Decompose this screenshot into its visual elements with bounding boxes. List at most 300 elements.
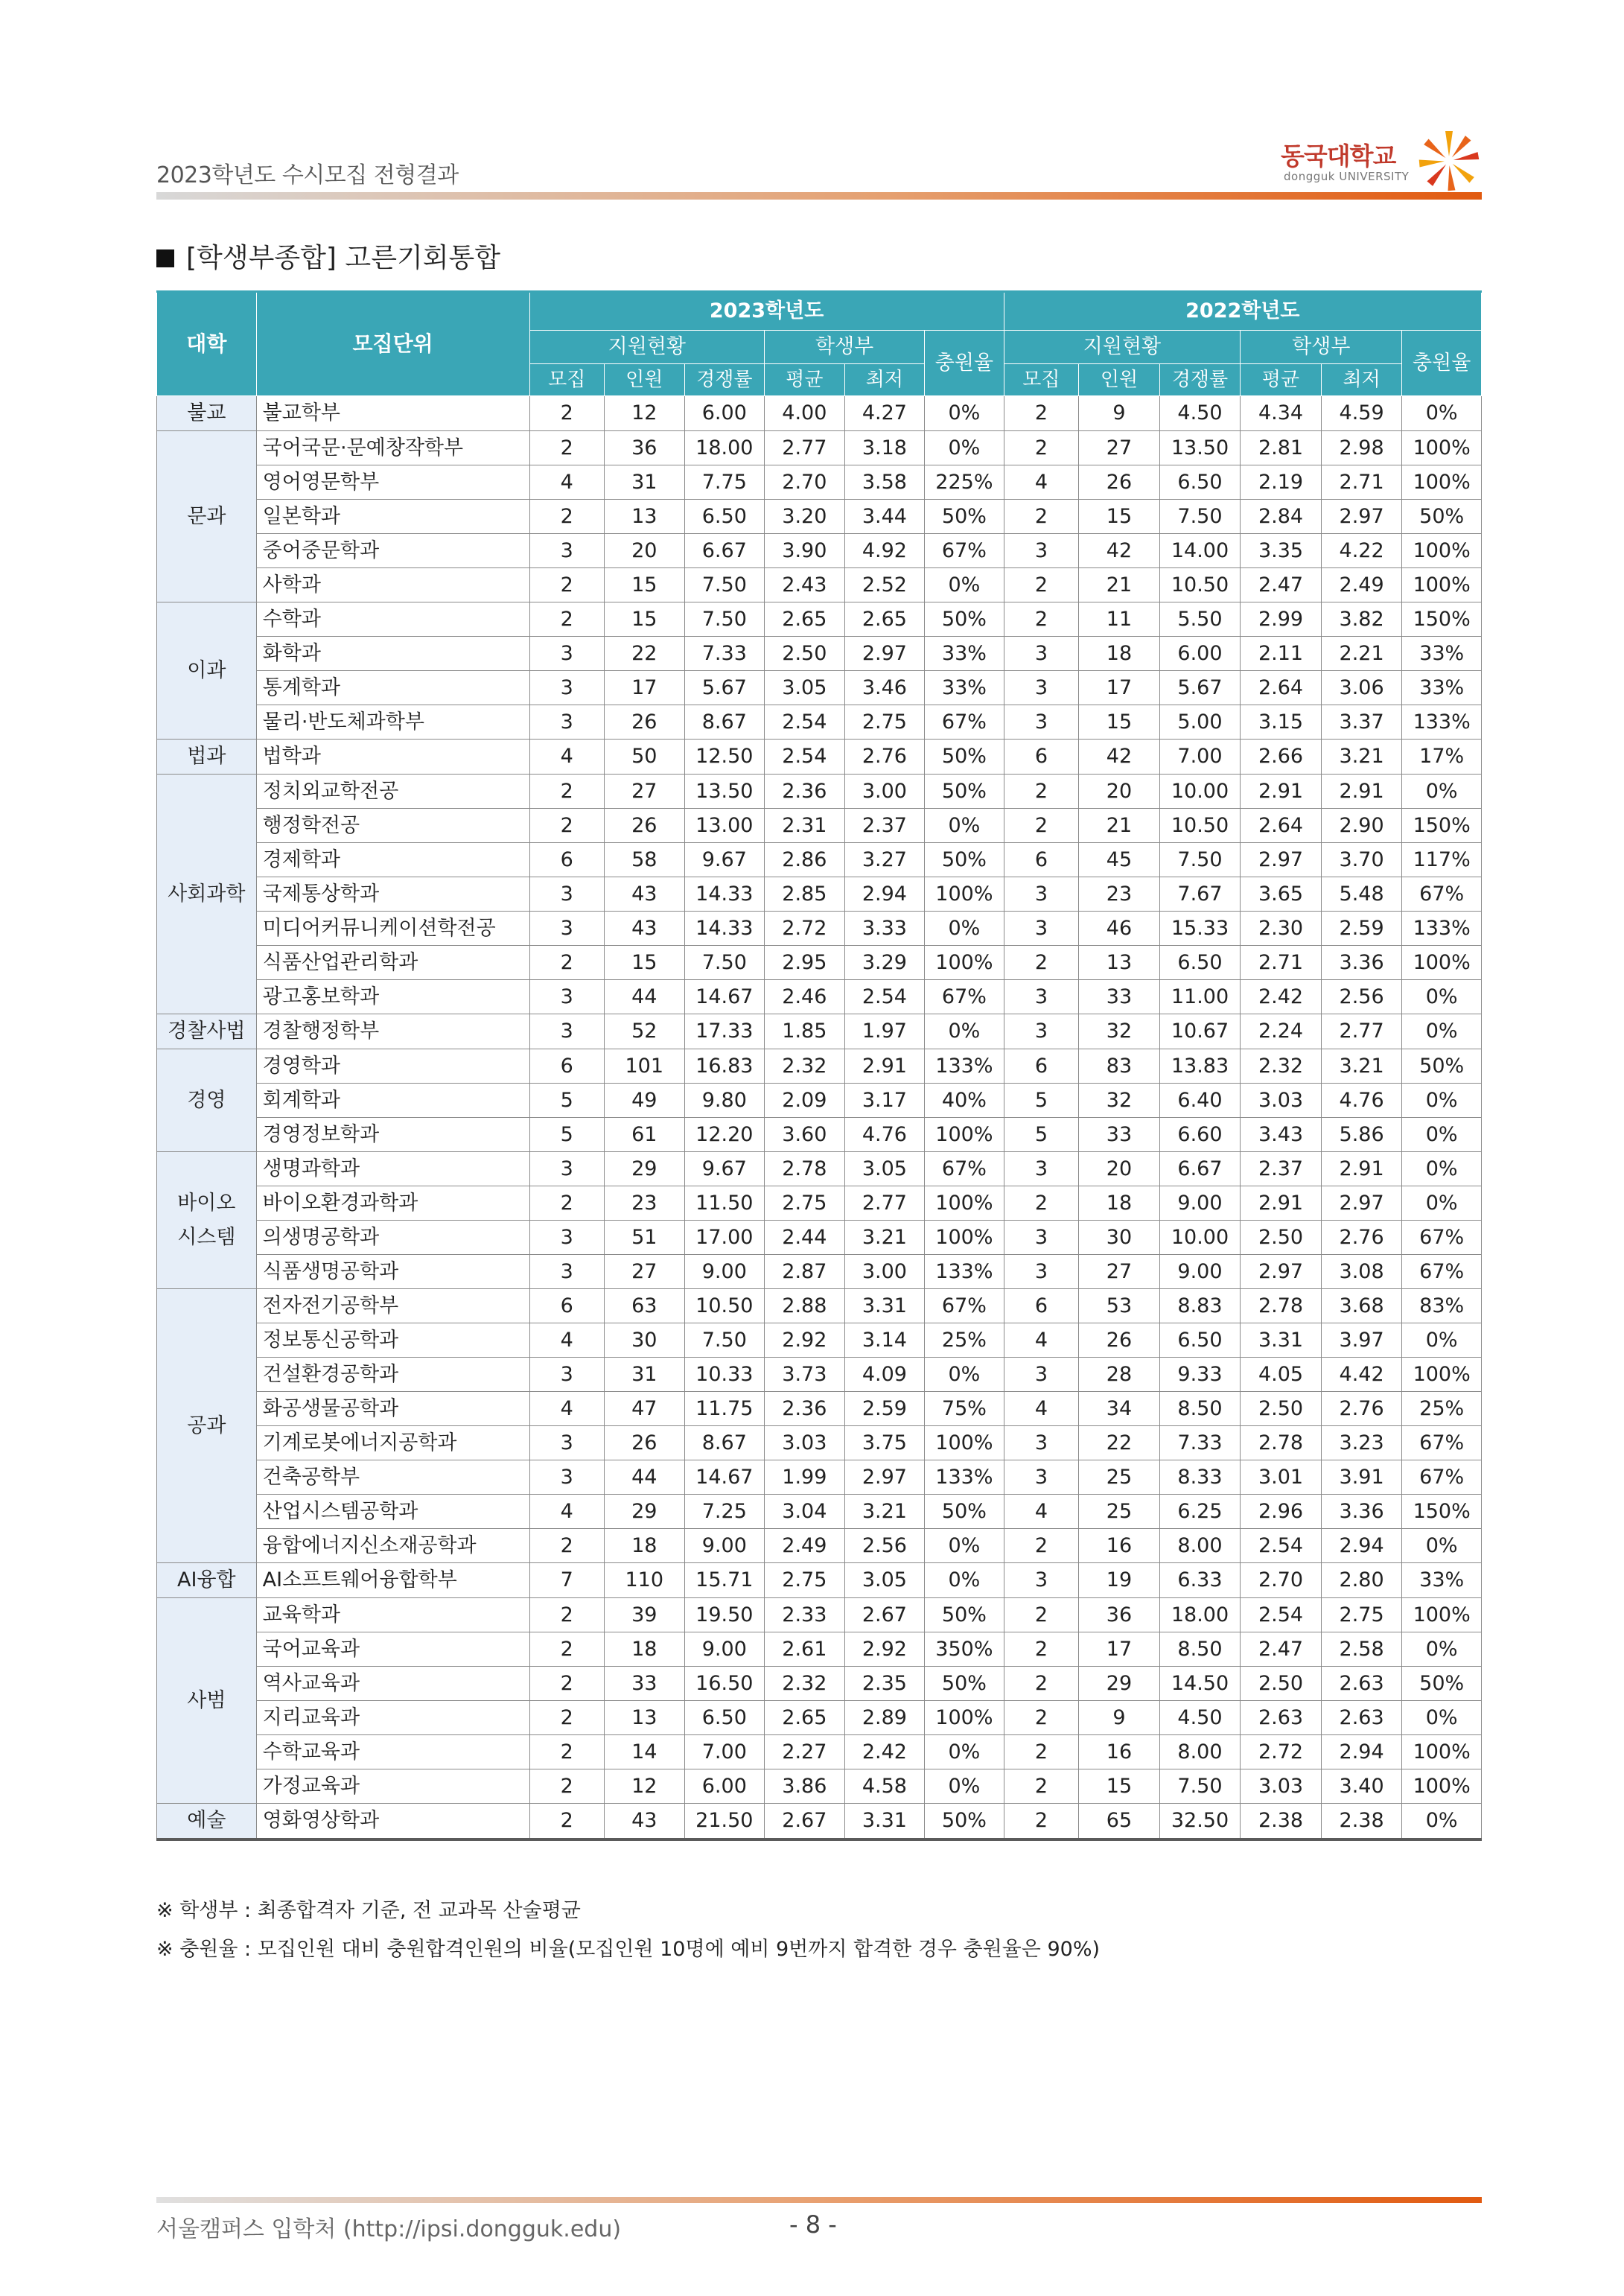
lowest-2022-cell: 3.06 [1321,671,1402,705]
average-2022-cell: 3.01 [1241,1460,1322,1495]
college-cell [157,602,257,740]
fill-rate-2022-cell: 50% [1402,500,1482,534]
table-row [157,500,1482,534]
recruit-2022-cell: 2 [1004,1598,1079,1632]
competition-2022-cell: 9.33 [1159,1358,1241,1392]
lowest-2023-cell: 2.42 [844,1735,925,1769]
competition-2023-cell: 5.67 [684,671,765,705]
applicants-2023-cell: 33 [605,1667,685,1701]
header-unit: 모집단위 [256,292,529,396]
recruit-2022-cell: 6 [1004,1289,1079,1323]
applicants-2023-cell: 18 [605,1632,685,1667]
competition-2023-cell: 21.50 [684,1804,765,1840]
competition-2023-cell: 12.50 [684,740,765,775]
table-row [157,1769,1482,1804]
average-2023-cell: 3.90 [765,534,845,568]
competition-2022-cell: 6.40 [1159,1084,1241,1118]
lowest-2023-cell: 2.54 [844,980,925,1014]
fill-rate-2023-cell: 33% [925,671,1004,705]
lowest-2023-cell: 2.89 [844,1701,925,1735]
fill-rate-2022-cell: 17% [1402,740,1482,775]
competition-2023-cell: 8.67 [684,1426,765,1460]
competition-2022-cell: 6.60 [1159,1118,1241,1152]
lowest-2023-cell: 3.33 [844,912,925,946]
college-name-line: 경찰사법 [168,1020,246,1043]
fill-rate-2023-cell: 100% [925,877,1004,912]
average-2022-cell: 2.63 [1241,1701,1322,1735]
fill-rate-2022-cell: 0% [1402,396,1482,431]
fill-rate-2022-cell: 100% [1402,946,1482,980]
applicants-2023-cell: 27 [605,775,685,809]
lowest-2023-cell: 3.29 [844,946,925,980]
recruit-2023-cell: 4 [529,1392,605,1426]
fill-rate-2023-cell: 225% [925,465,1004,500]
college-cell [157,775,257,1014]
unit-name-cell: 사학과 [256,568,529,602]
lowest-2022-cell: 2.91 [1321,775,1402,809]
fill-rate-2023-cell: 0% [925,1529,1004,1563]
table-row [157,809,1482,843]
applicants-2022-cell: 32 [1079,1014,1160,1049]
recruit-2022-cell: 3 [1004,1358,1079,1392]
applicants-2022-cell: 16 [1079,1529,1160,1563]
table-row [157,1426,1482,1460]
recruit-2023-cell: 4 [529,740,605,775]
competition-2023-cell: 6.00 [684,1769,765,1804]
unit-name-cell: 국제통상학과 [256,877,529,912]
fill-rate-2023-cell: 67% [925,705,1004,740]
lowest-2022-cell: 3.37 [1321,705,1402,740]
applicants-2023-cell: 26 [605,1426,685,1460]
competition-2023-cell: 6.00 [684,396,765,431]
lowest-2023-cell: 2.91 [844,1049,925,1084]
table-row [157,1667,1482,1701]
section-title [156,237,500,275]
lowest-2022-cell: 2.58 [1321,1632,1402,1667]
lowest-2023-cell: 2.75 [844,705,925,740]
applicants-2023-cell: 47 [605,1392,685,1426]
fill-rate-2022-cell: 0% [1402,980,1482,1014]
fill-rate-2022-cell: 67% [1402,1426,1482,1460]
fill-rate-2023-cell: 100% [925,1701,1004,1735]
competition-2023-cell: 7.50 [684,602,765,637]
fill-rate-2022-cell: 67% [1402,1255,1482,1289]
recruit-2022-cell: 2 [1004,1632,1079,1667]
header-record-2022: 학생부 [1241,331,1402,364]
lowest-2022-cell: 2.98 [1321,431,1402,465]
average-2022-cell: 2.30 [1241,912,1322,946]
lowest-2022-cell: 3.82 [1321,602,1402,637]
fill-rate-2022-cell: 100% [1402,534,1482,568]
fill-rate-2023-cell: 50% [925,775,1004,809]
fill-rate-2022-cell: 100% [1402,465,1482,500]
recruit-2022-cell: 3 [1004,912,1079,946]
lowest-2023-cell: 4.27 [844,396,925,431]
recruit-2023-cell: 2 [529,946,605,980]
applicants-2023-cell: 58 [605,843,685,877]
fill-rate-2023-cell: 50% [925,1598,1004,1632]
recruit-2023-cell: 3 [529,1460,605,1495]
lowest-2023-cell: 4.76 [844,1118,925,1152]
lowest-2022-cell: 3.21 [1321,740,1402,775]
applicants-2022-cell: 20 [1079,1152,1160,1186]
college-name-line: 바이오 [177,1191,236,1215]
competition-2023-cell: 14.67 [684,980,765,1014]
unit-name-cell: 생명과학과 [256,1152,529,1186]
college-name-line: 법과 [187,745,226,768]
average-2023-cell: 2.36 [765,1392,845,1426]
fill-rate-2023-cell: 0% [925,1014,1004,1049]
fill-rate-2023-cell: 133% [925,1460,1004,1495]
recruit-2022-cell: 2 [1004,946,1079,980]
average-2022-cell: 2.38 [1241,1804,1322,1840]
recruit-2023-cell: 3 [529,1426,605,1460]
college-cell [157,1152,257,1289]
competition-2023-cell: 12.20 [684,1118,765,1152]
applicants-2023-cell: 50 [605,740,685,775]
recruit-2022-cell: 2 [1004,500,1079,534]
competition-2023-cell: 6.50 [684,500,765,534]
average-2022-cell: 3.03 [1241,1769,1322,1804]
average-2023-cell: 2.65 [765,1701,845,1735]
square-bullet-icon [156,249,174,267]
average-2022-cell: 2.11 [1241,637,1322,671]
average-2022-cell: 3.15 [1241,705,1322,740]
recruit-2022-cell: 2 [1004,1735,1079,1769]
applicants-2022-cell: 25 [1079,1495,1160,1529]
header-average-2023: 평균 [765,364,845,396]
lowest-2023-cell: 4.58 [844,1769,925,1804]
header-lowest-2022: 최저 [1321,364,1402,396]
competition-2023-cell: 9.67 [684,843,765,877]
college-cell [157,396,257,431]
competition-2023-cell: 9.00 [684,1529,765,1563]
fill-rate-2023-cell: 0% [925,1563,1004,1598]
applicants-2023-cell: 14 [605,1735,685,1769]
recruit-2022-cell: 3 [1004,877,1079,912]
table-row [157,1084,1482,1118]
fill-rate-2023-cell: 67% [925,1289,1004,1323]
table-row [157,980,1482,1014]
table-row [157,1118,1482,1152]
fill-rate-2023-cell: 67% [925,534,1004,568]
competition-2022-cell: 8.33 [1159,1460,1241,1495]
average-2022-cell: 2.24 [1241,1014,1322,1049]
university-logo [1281,128,1482,195]
competition-2023-cell: 7.33 [684,637,765,671]
sunburst-logo-icon [1416,128,1482,194]
fill-rate-2023-cell: 133% [925,1255,1004,1289]
competition-2022-cell: 13.50 [1159,431,1241,465]
recruit-2023-cell: 3 [529,1358,605,1392]
competition-2023-cell: 6.50 [684,1701,765,1735]
fill-rate-2022-cell: 50% [1402,1049,1482,1084]
average-2022-cell: 3.03 [1241,1084,1322,1118]
competition-2023-cell: 11.75 [684,1392,765,1426]
applicants-2023-cell: 36 [605,431,685,465]
competition-2023-cell: 16.83 [684,1049,765,1084]
header-fill-rate-2022: 충원율 [1402,331,1482,396]
unit-name-cell: 융합에너지신소재공학과 [256,1529,529,1563]
average-2023-cell: 2.49 [765,1529,845,1563]
competition-2023-cell: 14.67 [684,1460,765,1495]
fill-rate-2023-cell: 67% [925,1152,1004,1186]
applicants-2022-cell: 26 [1079,465,1160,500]
fill-rate-2023-cell: 50% [925,1804,1004,1840]
average-2022-cell: 2.91 [1241,1186,1322,1221]
header-lowest-2023: 최저 [844,364,925,396]
average-2022-cell: 4.34 [1241,396,1322,431]
lowest-2022-cell: 4.59 [1321,396,1402,431]
applicants-2023-cell: 29 [605,1495,685,1529]
lowest-2022-cell: 2.38 [1321,1804,1402,1840]
lowest-2022-cell: 5.86 [1321,1118,1402,1152]
lowest-2023-cell: 3.46 [844,671,925,705]
competition-2022-cell: 10.50 [1159,809,1241,843]
fill-rate-2023-cell: 75% [925,1392,1004,1426]
lowest-2023-cell: 2.37 [844,809,925,843]
average-2022-cell: 2.42 [1241,980,1322,1014]
average-2022-cell: 2.96 [1241,1495,1322,1529]
header-college: 대학 [157,292,257,396]
recruit-2022-cell: 3 [1004,671,1079,705]
logo-text: 동국대학교 [1281,141,1396,171]
competition-2023-cell: 17.33 [684,1014,765,1049]
header-record-2023: 학생부 [765,331,925,364]
average-2023-cell: 3.05 [765,671,845,705]
fill-rate-2023-cell: 0% [925,568,1004,602]
applicants-2022-cell: 26 [1079,1323,1160,1358]
unit-name-cell: 의생명공학과 [256,1221,529,1255]
fill-rate-2023-cell: 50% [925,1667,1004,1701]
average-2023-cell: 2.54 [765,705,845,740]
applicants-2022-cell: 9 [1079,1701,1160,1735]
recruit-2023-cell: 5 [529,1118,605,1152]
average-2022-cell: 2.64 [1241,671,1322,705]
lowest-2023-cell: 3.14 [844,1323,925,1358]
applicants-2023-cell: 18 [605,1529,685,1563]
average-2022-cell: 3.43 [1241,1118,1322,1152]
admission-results-table [156,290,1482,1841]
applicants-2022-cell: 46 [1079,912,1160,946]
applicants-2022-cell: 42 [1079,740,1160,775]
recruit-2022-cell: 4 [1004,465,1079,500]
lowest-2022-cell: 4.76 [1321,1084,1402,1118]
lowest-2023-cell: 1.97 [844,1014,925,1049]
unit-name-cell: 식품산업관리학과 [256,946,529,980]
lowest-2023-cell: 2.59 [844,1392,925,1426]
applicants-2023-cell: 22 [605,637,685,671]
recruit-2022-cell: 4 [1004,1495,1079,1529]
recruit-2022-cell: 2 [1004,1769,1079,1804]
lowest-2022-cell: 2.59 [1321,912,1402,946]
recruit-2022-cell: 2 [1004,568,1079,602]
college-name-line: 사범 [187,1688,226,1712]
applicants-2023-cell: 43 [605,877,685,912]
footnote-fill-rate: ※ 충원율 : 모집인원 대비 충원합격인원의 비율(모집인원 10명에 예비 9번까지 합격한 경우 충원율은 90%) [156,1938,1101,1961]
applicants-2022-cell: 13 [1079,946,1160,980]
average-2022-cell: 3.31 [1241,1323,1322,1358]
recruit-2022-cell: 2 [1004,431,1079,465]
competition-2022-cell: 8.83 [1159,1289,1241,1323]
applicants-2022-cell: 83 [1079,1049,1160,1084]
recruit-2022-cell: 3 [1004,1460,1079,1495]
lowest-2023-cell: 3.58 [844,465,925,500]
competition-2022-cell: 7.50 [1159,843,1241,877]
applicants-2022-cell: 22 [1079,1426,1160,1460]
applicants-2022-cell: 45 [1079,843,1160,877]
unit-name-cell: 정치외교학전공 [256,775,529,809]
applicants-2023-cell: 15 [605,946,685,980]
table-row [157,877,1482,912]
fill-rate-2022-cell: 133% [1402,912,1482,946]
header-recruit-2023: 모집 [529,364,605,396]
average-2022-cell: 3.65 [1241,877,1322,912]
table-row [157,843,1482,877]
average-2023-cell: 2.36 [765,775,845,809]
average-2022-cell: 2.19 [1241,465,1322,500]
average-2023-cell: 2.65 [765,602,845,637]
lowest-2022-cell: 2.94 [1321,1735,1402,1769]
unit-name-cell: 경영학과 [256,1049,529,1084]
average-2022-cell: 2.72 [1241,1735,1322,1769]
unit-name-cell: 물리·반도체과학부 [256,705,529,740]
unit-name-cell: 행정학전공 [256,809,529,843]
lowest-2023-cell: 4.09 [844,1358,925,1392]
competition-2022-cell: 32.50 [1159,1804,1241,1840]
average-2022-cell: 2.91 [1241,775,1322,809]
lowest-2022-cell: 2.91 [1321,1152,1402,1186]
recruit-2022-cell: 3 [1004,637,1079,671]
recruit-2023-cell: 3 [529,671,605,705]
applicants-2023-cell: 12 [605,1769,685,1804]
competition-2022-cell: 6.50 [1159,1323,1241,1358]
unit-name-cell: 국어교육과 [256,1632,529,1667]
unit-name-cell: 식품생명공학과 [256,1255,529,1289]
recruit-2023-cell: 3 [529,1221,605,1255]
fill-rate-2022-cell: 150% [1402,1495,1482,1529]
average-2023-cell: 2.32 [765,1049,845,1084]
applicants-2022-cell: 15 [1079,705,1160,740]
unit-name-cell: 국어국문·문예창작학부 [256,431,529,465]
competition-2023-cell: 14.33 [684,877,765,912]
lowest-2023-cell: 4.92 [844,534,925,568]
recruit-2023-cell: 2 [529,396,605,431]
header-competition-2023: 경쟁률 [684,364,765,396]
lowest-2023-cell: 2.77 [844,1186,925,1221]
average-2023-cell: 3.20 [765,500,845,534]
recruit-2022-cell: 5 [1004,1118,1079,1152]
lowest-2023-cell: 3.18 [844,431,925,465]
recruit-2023-cell: 5 [529,1084,605,1118]
applicants-2022-cell: 15 [1079,500,1160,534]
lowest-2023-cell: 2.35 [844,1667,925,1701]
recruit-2023-cell: 2 [529,1804,605,1840]
lowest-2022-cell: 2.76 [1321,1392,1402,1426]
header-applicants-2022: 인원 [1079,364,1160,396]
applicants-2023-cell: 20 [605,534,685,568]
fill-rate-2022-cell: 100% [1402,431,1482,465]
lowest-2022-cell: 2.97 [1321,1186,1402,1221]
recruit-2022-cell: 4 [1004,1392,1079,1426]
applicants-2022-cell: 15 [1079,1769,1160,1804]
applicants-2023-cell: 49 [605,1084,685,1118]
average-2023-cell: 2.70 [765,465,845,500]
lowest-2023-cell: 3.00 [844,775,925,809]
competition-2022-cell: 18.00 [1159,1598,1241,1632]
table-row [157,465,1482,500]
fill-rate-2022-cell: 0% [1402,1084,1482,1118]
competition-2022-cell: 6.25 [1159,1495,1241,1529]
applicants-2023-cell: 43 [605,912,685,946]
table-row [157,1221,1482,1255]
competition-2022-cell: 6.50 [1159,946,1241,980]
table-row [157,1598,1482,1632]
applicants-2023-cell: 51 [605,1221,685,1255]
unit-name-cell: 바이오환경과학과 [256,1186,529,1221]
applicants-2023-cell: 15 [605,568,685,602]
table-row [157,946,1482,980]
applicants-2023-cell: 31 [605,465,685,500]
recruit-2023-cell: 2 [529,431,605,465]
fill-rate-2023-cell: 40% [925,1084,1004,1118]
competition-2022-cell: 4.50 [1159,1701,1241,1735]
average-2023-cell: 2.50 [765,637,845,671]
applicants-2022-cell: 11 [1079,602,1160,637]
average-2023-cell: 2.75 [765,1186,845,1221]
fill-rate-2022-cell: 33% [1402,671,1482,705]
competition-2022-cell: 4.50 [1159,396,1241,431]
competition-2023-cell: 18.00 [684,431,765,465]
fill-rate-2022-cell: 0% [1402,1323,1482,1358]
lowest-2022-cell: 2.75 [1321,1598,1402,1632]
competition-2023-cell: 7.50 [684,946,765,980]
lowest-2022-cell: 4.42 [1321,1358,1402,1392]
table-row [157,1563,1482,1598]
fill-rate-2023-cell: 100% [925,1118,1004,1152]
competition-2023-cell: 9.67 [684,1152,765,1186]
average-2023-cell: 3.73 [765,1358,845,1392]
lowest-2023-cell: 2.67 [844,1598,925,1632]
applicants-2022-cell: 33 [1079,1118,1160,1152]
recruit-2022-cell: 5 [1004,1084,1079,1118]
table-row [157,1392,1482,1426]
fill-rate-2022-cell: 117% [1402,843,1482,877]
applicants-2022-cell: 25 [1079,1460,1160,1495]
applicants-2023-cell: 101 [605,1049,685,1084]
applicants-2022-cell: 30 [1079,1221,1160,1255]
average-2022-cell: 2.54 [1241,1529,1322,1563]
fill-rate-2023-cell: 100% [925,1221,1004,1255]
lowest-2022-cell: 5.48 [1321,877,1402,912]
unit-name-cell: 수학교육과 [256,1735,529,1769]
lowest-2023-cell: 2.76 [844,740,925,775]
fill-rate-2023-cell: 0% [925,912,1004,946]
average-2022-cell: 2.70 [1241,1563,1322,1598]
recruit-2023-cell: 2 [529,1735,605,1769]
applicants-2022-cell: 29 [1079,1667,1160,1701]
applicants-2022-cell: 23 [1079,877,1160,912]
average-2023-cell: 4.00 [765,396,845,431]
recruit-2023-cell: 3 [529,637,605,671]
header-applicants-2023: 인원 [605,364,685,396]
applicants-2023-cell: 17 [605,671,685,705]
table-row [157,1255,1482,1289]
applicants-2023-cell: 110 [605,1563,685,1598]
applicants-2023-cell: 15 [605,602,685,637]
fill-rate-2023-cell: 350% [925,1632,1004,1667]
average-2023-cell: 2.61 [765,1632,845,1667]
